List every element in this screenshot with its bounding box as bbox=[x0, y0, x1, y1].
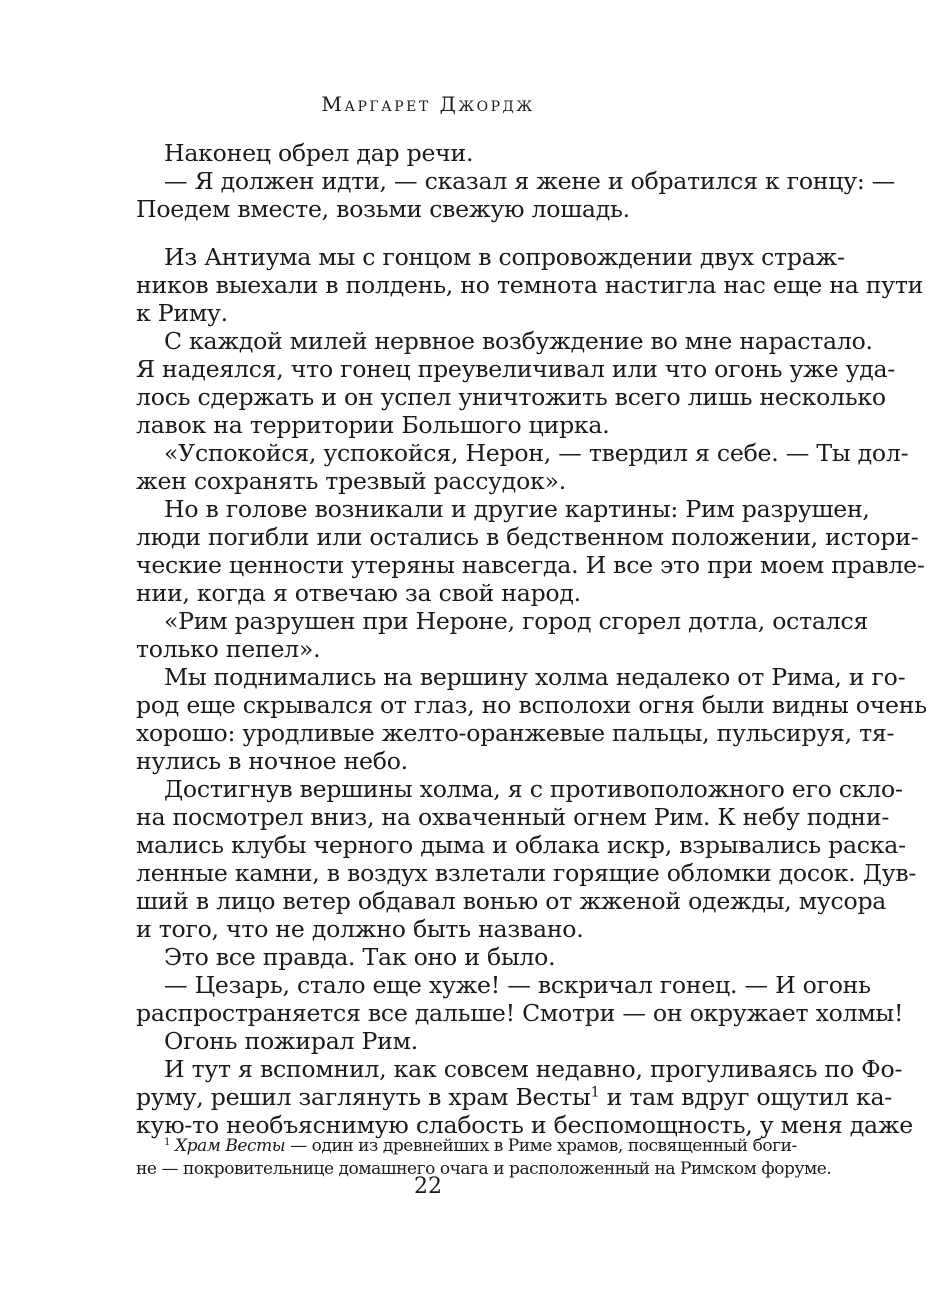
text-fragment: и там вдруг ощутил ка- bbox=[606, 1083, 893, 1111]
text-line: ленные камни, в воздух взлетали горящие обломки досок. Дув- bbox=[136, 859, 917, 887]
text-line: — Я должен идти, — сказал я жене и обратился к гонцу: — bbox=[164, 167, 896, 195]
text-line: нулись в ночное небо. bbox=[136, 747, 408, 775]
text-line: кую-то необъяснимую слабость и беспомощность, у меня даже bbox=[136, 1111, 914, 1139]
text-line: Из Антиума мы с гонцом в сопровождении двух страж- bbox=[164, 243, 845, 271]
text-line: на посмотрел вниз, на охваченный огнем Рим. К небу подни- bbox=[136, 803, 890, 831]
text-line: род еще скрывался от глаз, но всполохи огня были видны очень bbox=[136, 691, 927, 719]
text-line: — Цезарь, стало еще хуже! — вскричал гонец. — И огонь bbox=[164, 971, 871, 999]
footnote-marker: 1 bbox=[164, 1136, 171, 1148]
text-line: и того, что не должно быть названо. bbox=[136, 915, 584, 943]
text-line: Поедем вместе, возьми свежую лошадь. bbox=[136, 195, 630, 223]
text-line: нии, когда я отвечаю за свой народ. bbox=[136, 579, 581, 607]
footnote-line: не — покровительнице домашнего очага и расположенный на Римском форуме. bbox=[136, 1159, 832, 1179]
text-line: хорошо: уродливые желто-оранжевые пальцы, пульсируя, тя- bbox=[136, 719, 895, 747]
text-line: лось сдержать и он успел уничтожить всего лишь несколько bbox=[136, 383, 886, 411]
text-line: мались клубы черного дыма и облака искр, взрывались раска- bbox=[136, 831, 906, 859]
text-line: люди погибли или остались в бедственном положении, истори- bbox=[136, 523, 919, 551]
text-line: жен сохранять трезвый рассудок». bbox=[136, 467, 566, 495]
text-line: к Риму. bbox=[136, 299, 228, 327]
footnote-line bbox=[164, 1135, 797, 1158]
text-line bbox=[136, 1082, 893, 1112]
text-line: лавок на территории Большого цирка. bbox=[136, 411, 610, 439]
text-line: «Успокойся, успокойся, Нерон, — твердил я себе. — Ты дол- bbox=[164, 439, 909, 467]
page-number: 22 bbox=[414, 1174, 442, 1199]
text-line: Но в голове возникали и другие картины: Рим разрушен, bbox=[164, 495, 870, 523]
footnote-term: Храм Весты bbox=[175, 1136, 286, 1156]
footnote-ref[interactable]: 1 bbox=[590, 1084, 600, 1101]
text-line: распространяется все дальше! Смотри — он окружает холмы! bbox=[136, 999, 904, 1027]
text-line: С каждой милей нервное возбуждение во мне нарастало. bbox=[164, 327, 873, 355]
text-line: Наконец обрел дар речи. bbox=[164, 139, 474, 167]
text-line: только пепел». bbox=[136, 635, 321, 663]
text-line: «Рим разрушен при Нероне, город сгорел дотла, остался bbox=[164, 607, 869, 635]
text-line: Мы поднимались на вершину холма недалеко от Рима, и го- bbox=[164, 663, 906, 691]
text-line: ческие ценности утеряны навсегда. И все это при моем правле- bbox=[136, 551, 925, 579]
text-fragment: руму, решил заглянуть в храм Весты bbox=[136, 1083, 591, 1111]
running-header: Маргарет Джордж bbox=[321, 92, 535, 116]
text-line: Достигнув вершины холма, я с противоположного его скло- bbox=[164, 775, 903, 803]
footnote-text: — один из древнейших в Риме храмов, посвященный боги- bbox=[285, 1136, 797, 1156]
text-line: Это все правда. Так оно и было. bbox=[164, 943, 556, 971]
text-line: ников выехали в полдень, но темнота настигла нас еще на пути bbox=[136, 271, 924, 299]
text-line: Я надеялся, что гонец преувеличивал или что огонь уже уда- bbox=[136, 355, 896, 383]
text-line: И тут я вспомнил, как совсем недавно, прогуливаясь по Фо- bbox=[164, 1055, 903, 1083]
text-line: Огонь пожирал Рим. bbox=[164, 1027, 418, 1055]
text-line: ший в лицо ветер обдавал вонью от жженой одежды, мусора bbox=[136, 887, 887, 915]
